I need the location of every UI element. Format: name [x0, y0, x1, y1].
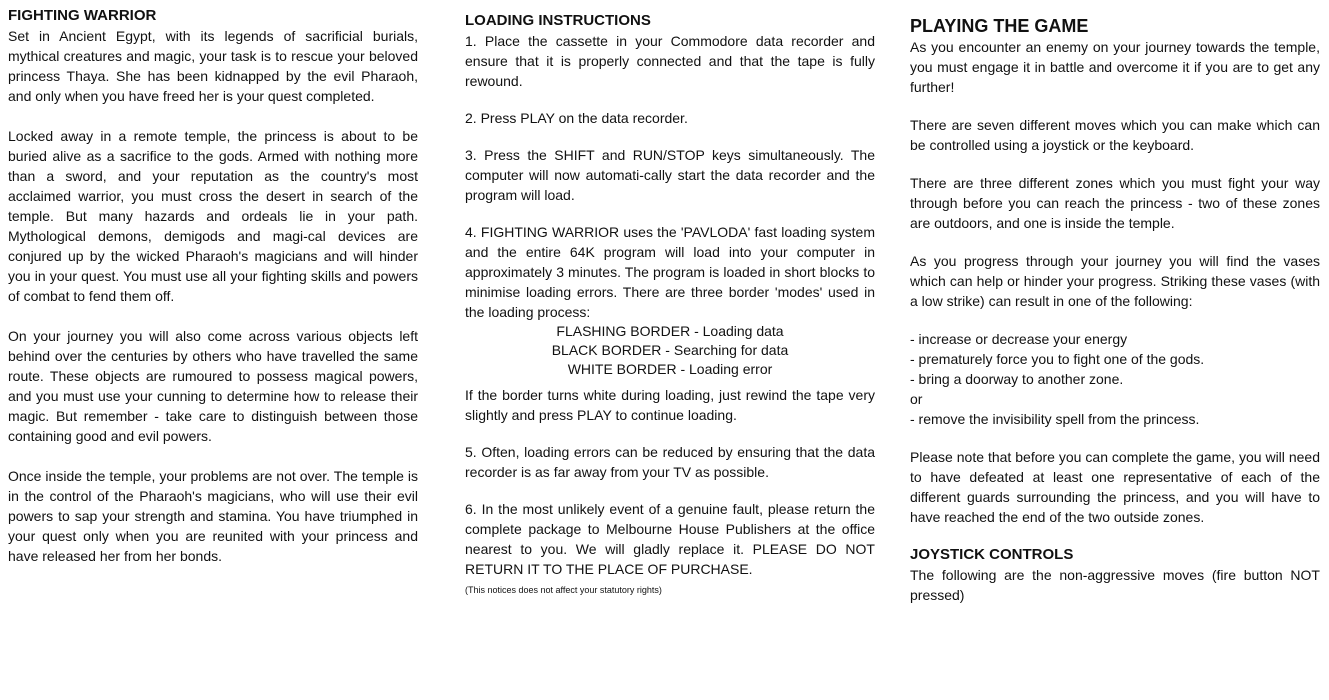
completion-note: Please note that before you can complete the game, you will need to have defeated at least one representative of each of the different guards surrounding the princess, and you will have to have reached the end of the two outside zones. — [910, 449, 1320, 525]
vase-effect-gods: - prematurely force you to fight one of the gods. — [910, 351, 1205, 367]
loading-step-1: 1. Place the cassette in your Commodore data recorder and ensure that it is properly connected and that the tape is fully rewound. — [465, 33, 875, 89]
border-mode-flashing: FLASHING BORDER - Loading data — [556, 323, 784, 339]
playing-paragraph-1: As you encounter an enemy on your journey towards the temple, you must engage it in battle and overcome it if you are to get any further! — [910, 39, 1320, 95]
story-paragraph-2: Locked away in a remote temple, the princess is about to be buried alive as a sacrifice to the gods. Armed with nothing more than a sword, and your reputation as the country's most acclaimed warrior, you must cross the desert in search of the temple. But many hazards and ordeals lie in your path. Mythological demons, demigods and magi-cal devices are conjured up by the wicked Pharaoh's magicians and will hinder you in your quest. You must use all your fighting skills and powers of combat to fend them off. — [8, 128, 418, 304]
joystick-heading: JOYSTICK CONTROLS — [910, 546, 1074, 563]
loading-column — [465, 0, 875, 596]
loading-heading: LOADING INSTRUCTIONS — [465, 12, 651, 29]
story-column — [8, 0, 418, 586]
loading-retry-note: If the border turns white during loading, just rewind the tape very slightly and press PLAY to continue loading. — [465, 387, 875, 423]
playing-heading: PLAYING THE GAME — [910, 16, 1089, 36]
playing-paragraph-3: There are three different zones which you must fight your way through before you can reach the princess - two of these zones are outdoors, and one is inside the temple. — [910, 175, 1320, 231]
border-mode-black: BLACK BORDER - Searching for data — [551, 342, 789, 358]
loading-step-6: 6. In the most unlikely event of a genuine fault, please return the complete package to Melbourne House Publishers at the office nearest to you. We will gladly replace it. PLEASE DO NOT RETURN IT TO THE PLACE OF PURCHASE. — [465, 501, 875, 577]
vase-effect-doorway: - bring a doorway to another zone. — [910, 371, 1124, 387]
gameplay-column — [910, 0, 1320, 605]
story-paragraph-4: Once inside the temple, your problems are not over. The temple is in the control of the Pharaoh's magicians, who will use their evil powers to sap your strength and stamina. You have triumphed in your quest only when you are reunited with your princess and have released her from her bonds. — [8, 468, 418, 564]
vase-effect-energy: - increase or decrease your energy — [910, 331, 1128, 347]
playing-paragraph-2: There are seven different moves which you can make which can be controlled using a joystick or the keyboard. — [910, 117, 1320, 153]
border-mode-white: WHITE BORDER - Loading error — [567, 361, 773, 377]
playing-paragraph-4: As you progress through your journey you will find the vases which can help or hinder your progress. Striking these vases (with a low strike) can result in one of the following: — [910, 253, 1320, 309]
loading-step-3: 3. Press the SHIFT and RUN/STOP keys simultaneously. The computer will now automati-cally start the data recorder and the program will load. — [465, 147, 875, 203]
story-paragraph-3: On your journey you will also come across various objects left behind over the centuries by others who have travelled the same route. These objects are rumoured to possess magical powers, and you must use your cunning to determine how to release their magic. But remember - take care to distinguish between those containing good and evil powers. — [8, 328, 418, 444]
loading-step-5: 5. Often, loading errors can be reduced by ensuring that the data recorder is as far away from your TV as possible. — [465, 444, 875, 480]
vase-effect-invisibility: - remove the invisibility spell from the princess. — [910, 411, 1200, 427]
or-separator: or — [910, 391, 923, 407]
border-modes — [465, 322, 875, 379]
joystick-intro: The following are the non-aggressive moves (fire button NOT pressed) — [910, 567, 1320, 603]
game-title: FIGHTING WARRIOR — [8, 7, 157, 24]
loading-step-2: 2. Press PLAY on the data recorder. — [465, 110, 688, 126]
vase-effects-list — [910, 329, 1320, 389]
story-paragraph-1: Set in Ancient Egypt, with its legends of sacrificial burials, mythical creatures and magic, your task is to rescue your beloved princess Thaya. She has been kidnapped by the evil Pharaoh, and only when you have freed her is your quest completed. — [8, 28, 418, 104]
loading-step-4: 4. FIGHTING WARRIOR uses the 'PAVLODA' fast loading system and the entire 64K program will load into your computer in approximately 3 minutes. The program is loaded in short blocks to minimise loading errors. There are three border 'modes' used in the loading process: — [465, 224, 875, 320]
statutory-footnote: (This notices does not affect your statutory rights) — [465, 585, 662, 595]
